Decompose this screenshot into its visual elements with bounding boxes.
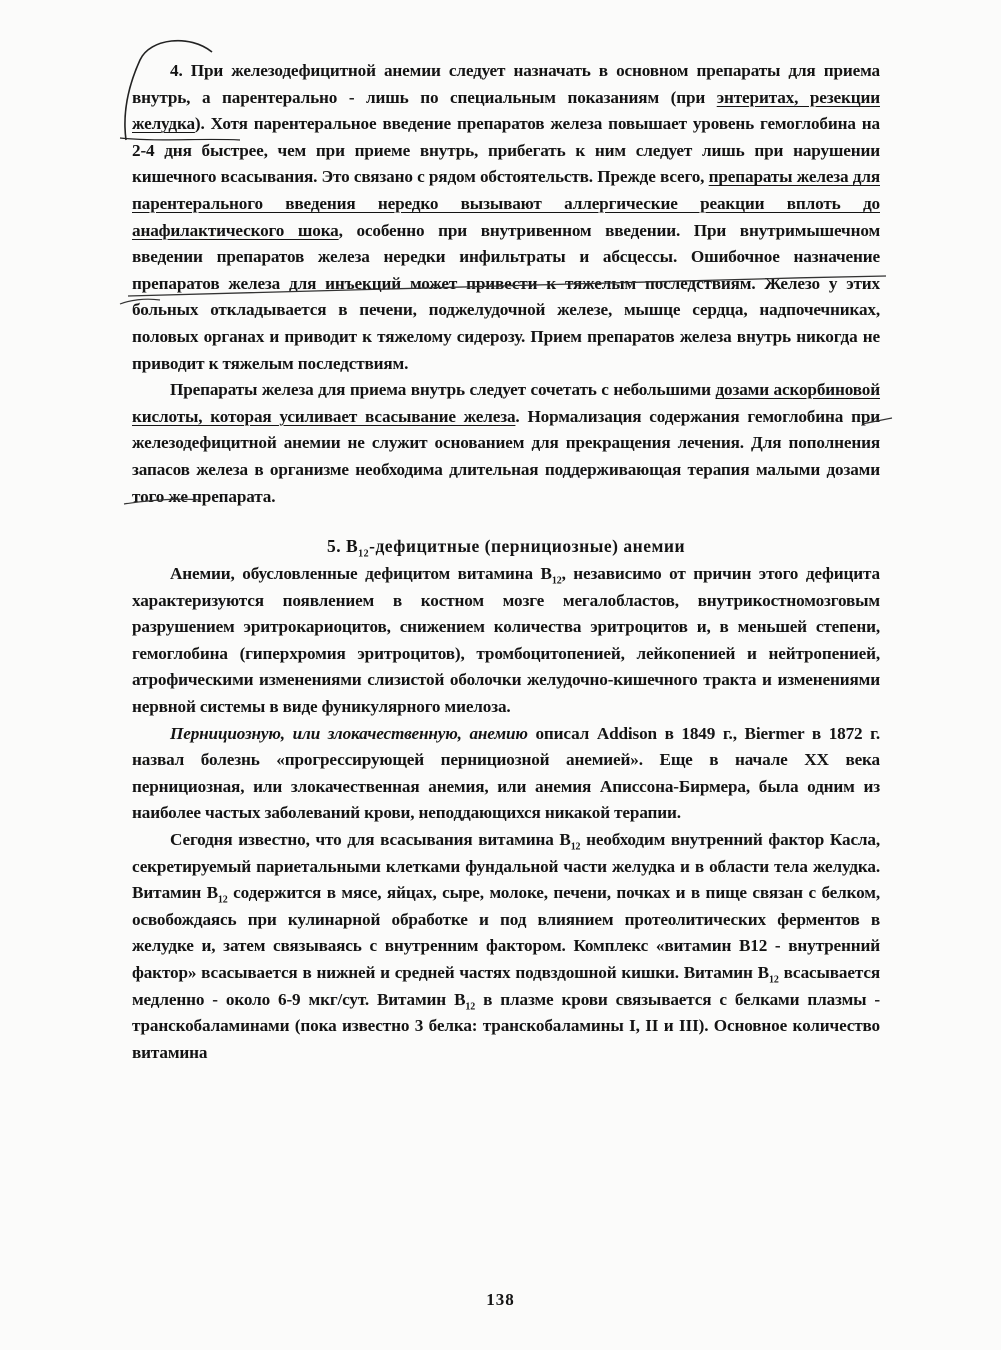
subscript: 12 [217,894,228,906]
italic-text: Пернициозную, или злокачественную, анемию [170,723,528,743]
heading-text: 5. В [326,536,359,557]
text-run: необходим внутренний фактор Касла, секретируемый париетальными клетками фундальной части желудка и в области тела желудка. Витамин В [132,830,881,903]
text-column [132,58,880,1066]
paragraph-iron-therapy [132,58,880,377]
heading-text: -дефицитные (пернициозные) анемии [369,536,686,557]
subscript: 12 [465,1001,476,1013]
section-heading [132,531,880,561]
page-number: 138 [486,1290,515,1309]
text-run: Анемии, обусловленные дефицитом витамина В [170,564,552,584]
text-run: , особенно при внутривенном введении. При внутримышечном введении препаратов железа нередки инфильтраты и абсцессы. Ошибочное назначение препаратов железа для инъекций может привести к тяжелым последствиям. Железо у этих больных откладывается в печени, поджелудочной железе, мышце сердца, надпочечниках, половых органах и приводит к тяжелому сидерозу. Прием препаратов железа внутрь никогда не приводит к тяжелым последствиям. [132,220,881,373]
subscript: 12 [570,841,581,853]
text-run: 4. При железодефицитной анемии следует назначать в основном препараты для приема внутрь, а парентерально - лишь по специальным показаниям (при [132,61,880,107]
paragraph-oral-iron [132,377,880,510]
text-run: описал Addison в 1849 г., Biermer в 1872 г. назвал болезнь «прогрессирующей пернициозной анемией». Еще в начале XX века пернициозная, или злокачественная анемия, или анемия Аписсона-Бирмера, была одним из наиболее частых заболеваний крови, неподдающихся никакой терапии. [132,723,880,823]
subscript: 12 [769,974,779,986]
text-run: ). Хотя парентеральное введение препаратов железа повышает уровень гемоглобина на 2-4 дня быстрее, чем при приеме внутрь, прибегать к ним следует лишь при нарушении кишечного всасывания. Это связано с рядом обстоятельств. Прежде всего, [132,114,880,187]
text-run: содержится в мясе, яйцах, сыре, молоке, печени, почках и в пище связан с белком, освобождаясь при кулинарной обработке и под влиянием протеолитических ферментов в желудке и, затем связываясь с внутренним фактором. Комплекс «витамин В12 - внутренний фактор» всасывается в нижней и средней частях подвздошной кишки. Витамин В [132,883,880,982]
paragraph-b12-definition [132,561,880,721]
text-run: всасывается медленно - около 6-9 мкг/сут. Витамин В [132,963,880,1009]
subscript: 12 [551,575,562,587]
paragraph-history [132,721,880,827]
paragraph-absorption [132,827,880,1066]
text-run: Сегодня известно, что для всасывания витамина В [170,830,571,850]
underlined-text: дозами аскорбиновой кислоты, которая усиливает всасывание железа [132,380,880,426]
text-run: в плазме крови связывается с белками плазмы - транскобаламинами (пока известно 3 белка: транскобаламины I, II и III). Основное количество витамина [132,989,880,1062]
text-run: Препараты железа для приема внутрь следует сочетать с небольшими [170,380,716,400]
text-run: . Нормализация содержания гемоглобина при железодефицитной анемии не служит основанием для прекращения лечения. Для пополнения запасов железа в организме необходима длительная поддерживающая терапия малыми дозами того же препарата. [132,406,880,506]
text-run: , независимо от причин этого дефицита характеризуются появлением в костном мозге мегалобластов, внутрикостномозговым разрушением эритрокариоцитов, снижением количества эритроцитов и, в меньшей степени, гемоглобина (гиперхромия эритроцитов), тромбоцитопенией, лейкопенией и нейтропенией, атрофическими изменениями слизистой оболочки желудочно-кишечного тракта и изменениями нервной системы в виде фуникулярного миелоза. [132,564,880,717]
underlined-text: энтеритах, резекции желудка [132,87,880,134]
heading-subscript: 12 [358,548,370,560]
underlined-text: препараты железа для парентерального введения нередко вызывают аллергические реакции вплоть до анафилактического шока [132,167,880,240]
